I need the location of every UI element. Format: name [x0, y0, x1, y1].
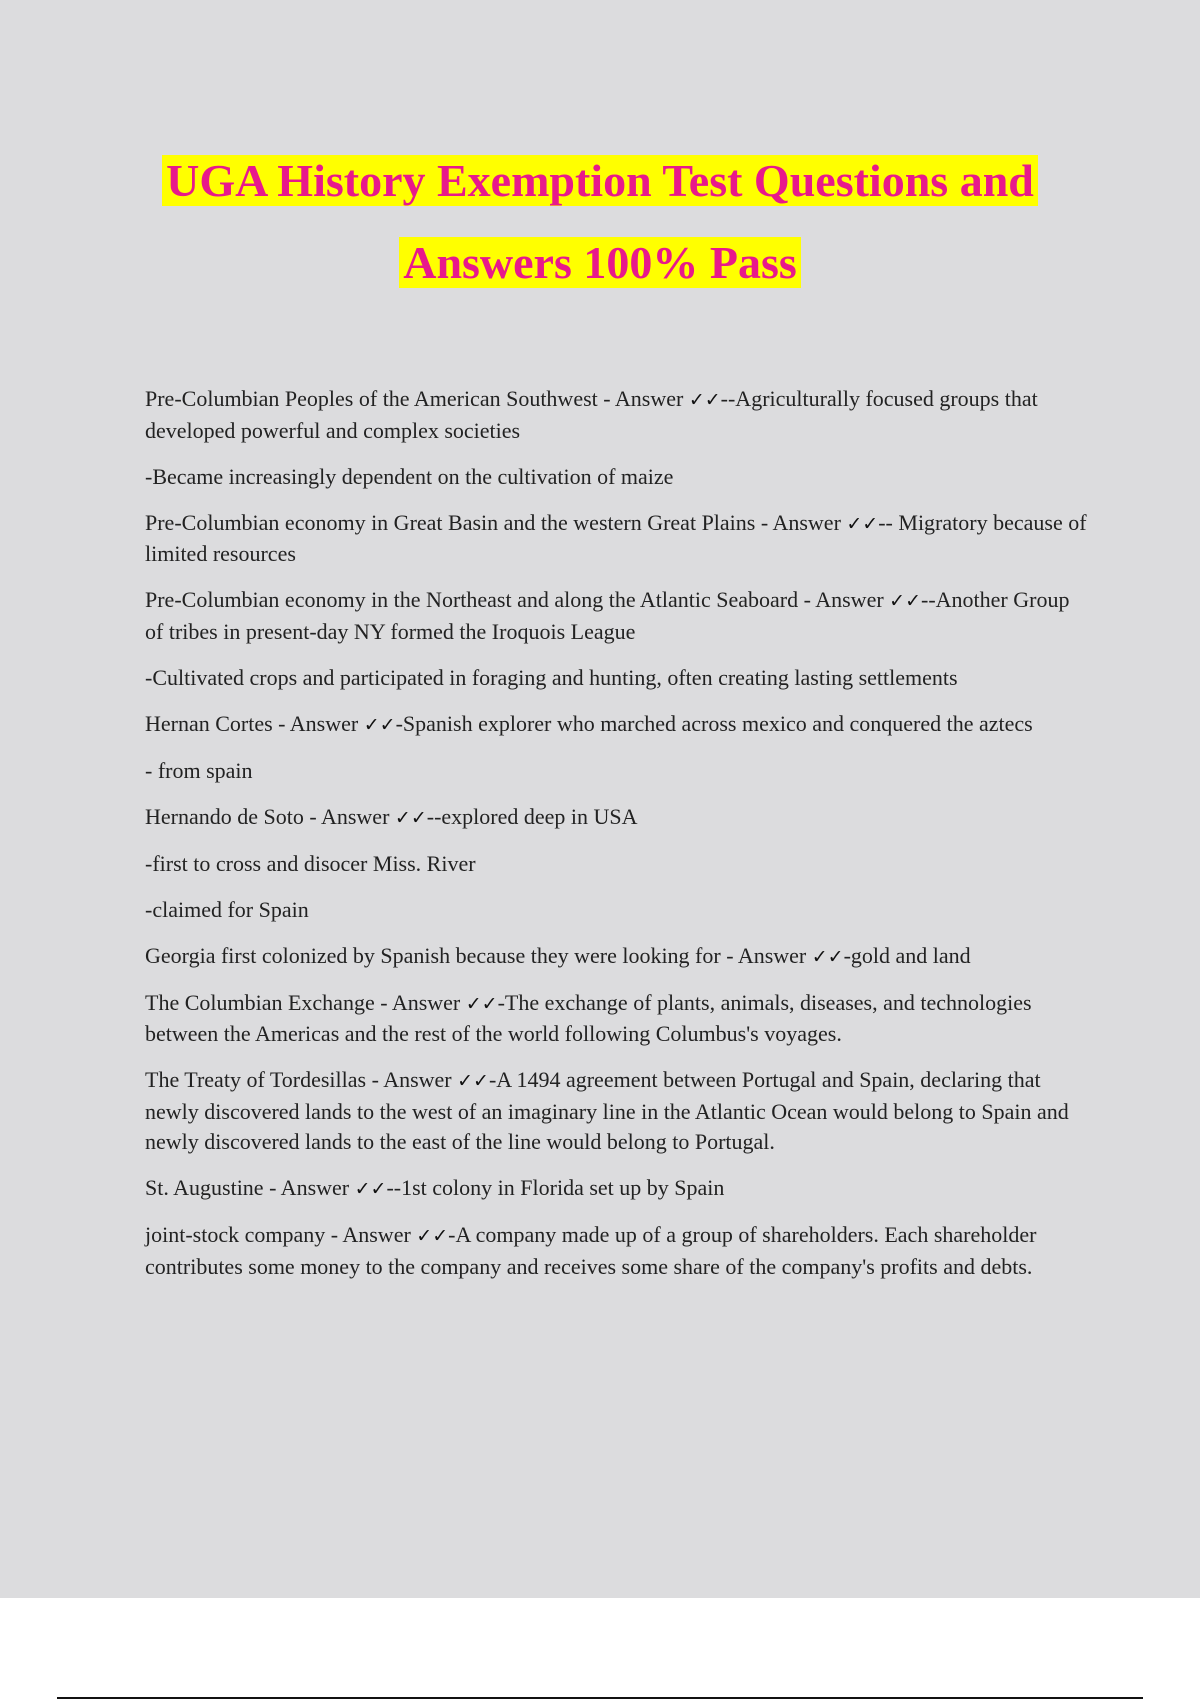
- check-mark-icon: ✓✓: [688, 389, 721, 411]
- qa-question: St. Augustine - Answer: [145, 1175, 355, 1200]
- check-mark-icon: ✓✓: [846, 512, 879, 535]
- check-mark-icon: ✓✓: [811, 945, 844, 968]
- qa-note: - from spain: [145, 757, 253, 783]
- qa-entry: [145, 941, 1090, 973]
- qa-answer: -The exchange of plants, animals, diseases, and technologies between the Americas and the rest of the world following Columbus's voyages.: [145, 989, 1032, 1046]
- qa-answer: --Another Group of tribes in present-day NY formed the Iroquois League: [145, 587, 1070, 644]
- qa-question: Pre-Columbian economy in the Northeast and along the Atlantic Seaboard - Answer: [145, 587, 890, 612]
- qa-question: Georgia first colonized by Spanish because they were looking for - Answer: [145, 942, 812, 968]
- qa-question: Pre-Columbian economy in Great Basin and the western Great Plains - Answer: [145, 509, 847, 535]
- check-mark-icon: ✓✓: [363, 713, 396, 736]
- qa-entry: [145, 384, 1090, 446]
- qa-entry: [145, 1065, 1090, 1158]
- qa-question: Pre-Columbian Peoples of the American Southwest - Answer: [145, 386, 689, 411]
- qa-note: -first to cross and disocer Miss. River: [145, 850, 476, 876]
- check-mark-icon: ✓✓: [394, 806, 427, 829]
- qa-answer: --Agriculturally focused groups that developed powerful and complex societies: [145, 386, 1038, 443]
- qa-answer: -- Migratory because of limited resources: [145, 509, 1087, 566]
- qa-question: joint-stock company - Answer: [145, 1222, 417, 1247]
- qa-entry: [145, 1173, 1090, 1205]
- check-mark-icon: ✓✓: [416, 1225, 449, 1247]
- qa-note: -Became increasingly dependent on the cultivation of maize: [145, 463, 674, 489]
- qa-question: Hernan Cortes - Answer: [145, 710, 364, 736]
- qa-answer: -A company made up of a group of shareholders. Each shareholder contributes some money to the company and receives some share of the company's profits and debts.: [145, 1222, 1037, 1279]
- qa-answer: -gold and land: [843, 942, 971, 968]
- qa-answer: -Spanish explorer who marched across mexico and conquered the aztecs: [395, 710, 1033, 736]
- qa-entry: [145, 508, 1090, 570]
- qa-question: The Columbian Exchange - Answer: [145, 989, 466, 1015]
- qa-entry: [145, 988, 1090, 1050]
- title-line-1: UGA History Exemption Test Questions and: [162, 155, 1038, 206]
- qa-entry: [145, 709, 1090, 741]
- title-line-2: Answers 100% Pass: [399, 237, 801, 288]
- qa-question: Hernando de Soto - Answer: [145, 803, 395, 829]
- check-mark-icon: ✓✓: [889, 590, 921, 612]
- qa-answer: --explored deep in USA: [426, 803, 638, 829]
- qa-question: The Treaty of Tordesillas - Answer: [145, 1067, 458, 1092]
- footer-rule: [57, 1697, 1143, 1699]
- qa-note: -claimed for Spain: [145, 896, 309, 922]
- qa-entry: [145, 585, 1090, 647]
- qa-entry: [145, 802, 1090, 834]
- check-mark-icon: ✓✓: [465, 992, 498, 1015]
- qa-entry: [145, 1220, 1090, 1282]
- qa-answer: --1st colony in Florida set up by Spain: [386, 1175, 725, 1200]
- qa-note: -Cultivated crops and participated in foraging and hunting, often creating lasting settlements: [145, 664, 958, 690]
- qa-answer: -A 1494 agreement between Portugal and Spain, declaring that newly discovered lands to the west of an imaginary line in the Atlantic Ocean would belong to Spain and newly discovered lands to the east of the line would belong to Portugal.: [145, 1067, 1069, 1154]
- check-mark-icon: ✓✓: [457, 1070, 489, 1092]
- check-mark-icon: ✓✓: [354, 1178, 387, 1200]
- qa-list: [145, 384, 1090, 1298]
- document-title: [0, 140, 1200, 304]
